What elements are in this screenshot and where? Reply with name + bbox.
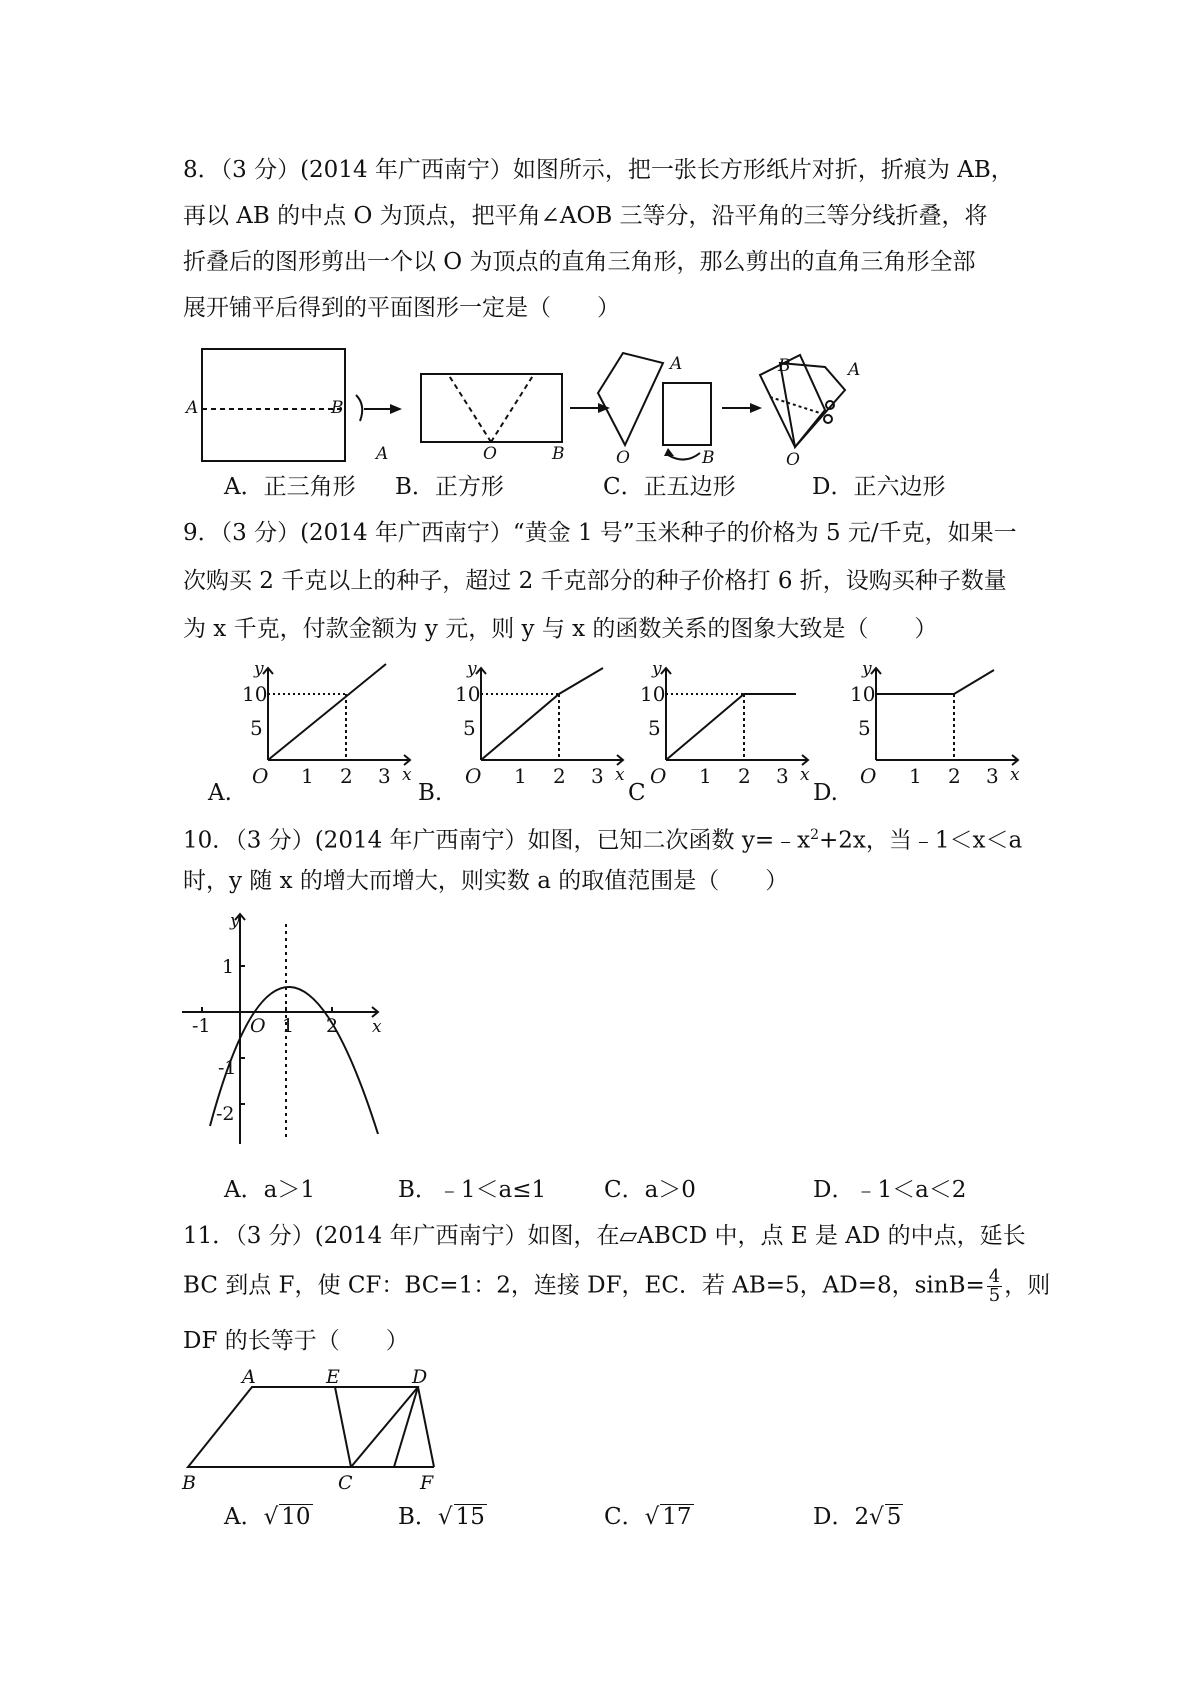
q11-line-1: 11．（3 分）(2014 年广西南宁）如图，在▱ABCD 中，点 E 是 AD 的中点，延长: [183, 1223, 1026, 1249]
q8-folding-figure: [180, 335, 900, 465]
q9-graph-d: [848, 658, 1028, 793]
svg-text:2: 2: [326, 1015, 339, 1037]
svg-text:1: 1: [699, 764, 712, 788]
q8-folded-flap: [598, 353, 663, 445]
q9-line-1: 9．（3 分）(2014 年广西南宁）“黄金 1 号”玉米种子的价格为 5 元/千克，如果一: [183, 520, 1017, 546]
q8-line-3: 折叠后的图形剪出一个以 O 为顶点的直角三角形，那么剪出的直角三角形全部: [183, 249, 976, 275]
svg-text:O: O: [250, 1015, 266, 1037]
svg-text:10: 10: [455, 682, 481, 706]
q9-graph-b: [453, 658, 633, 793]
q8-option-c: C．正五边形: [603, 474, 736, 500]
q8-label-B4: B: [778, 356, 791, 376]
q9b-line: [481, 668, 603, 760]
q9-graph-c: [638, 658, 818, 793]
q8-label-A4: A: [848, 360, 861, 380]
svg-text:1: 1: [514, 764, 527, 788]
q11-option-c: C．√ 17: [604, 1504, 692, 1530]
q8-line-2: 再以 AB 的中点 O 为顶点，把平角∠AOB 三等分，沿平角的三等分线折叠，将: [183, 203, 988, 229]
svg-text:x: x: [615, 765, 625, 785]
svg-text:1: 1: [909, 764, 922, 788]
svg-text:x: x: [800, 765, 810, 785]
q8-label-O4: O: [786, 450, 800, 465]
q8-label-O3: O: [616, 448, 630, 465]
svg-text:5: 5: [858, 716, 871, 740]
svg-text:y: y: [467, 659, 477, 679]
q11-segment-df: [418, 1387, 434, 1467]
q10-line-1: 10．（3 分）(2014 年广西南宁）如图，已知二次函数 $y=﹣x^2+2x$，当﹣1＜x＜a: [183, 827, 1023, 854]
q9-graph-a: [240, 658, 420, 793]
q11-segment-ec: [335, 1387, 351, 1467]
q11-segment-dc: [351, 1387, 418, 1467]
q8-label-B2: B: [552, 444, 565, 464]
q8-fold-arrow: [356, 395, 362, 421]
svg-text:x: x: [1010, 765, 1020, 785]
q8-line-1: 8．（3 分）(2014 年广西南宁）如图所示，把一张长方形纸片对折，折痕为 AB，: [183, 157, 1014, 183]
q8-label-B3: B: [702, 448, 715, 465]
svg-text:x: x: [372, 1017, 382, 1037]
svg-text:y: y: [862, 659, 872, 679]
q9d-line: [876, 670, 994, 694]
svg-text:3: 3: [591, 764, 604, 788]
svg-text:5: 5: [463, 716, 476, 740]
q8-rect-paper: [202, 349, 345, 461]
svg-text:O: O: [252, 764, 269, 788]
svg-text:3: 3: [378, 764, 391, 788]
q8-trisect-left: [448, 374, 491, 442]
q10-option-b: B．﹣1＜a≤1: [398, 1177, 547, 1203]
q8-option-d: D．正六边形: [812, 474, 946, 500]
q9-option-b: B.: [418, 780, 443, 806]
q8-label-A3: A: [670, 354, 683, 374]
q9-option-d: D.: [813, 780, 838, 806]
q9a-line: [268, 664, 386, 760]
svg-text:x: x: [402, 765, 412, 785]
svg-text:2: 2: [340, 764, 353, 788]
q11-option-a: A．√ 10: [224, 1504, 311, 1530]
svg-text:B: B: [182, 1472, 196, 1494]
q9-option-c: C: [628, 780, 646, 806]
svg-text:10: 10: [640, 682, 666, 706]
q8-option-b: B．正方形: [395, 474, 504, 500]
svg-text:2: 2: [553, 764, 566, 788]
q11-option-d: D．2√ 5: [813, 1504, 902, 1530]
q10-option-c: C．a＞0: [604, 1177, 696, 1203]
svg-text:E: E: [326, 1366, 340, 1388]
q9-option-a: A.: [208, 780, 232, 806]
svg-text:-1: -1: [192, 1015, 211, 1037]
q10-line-2: 时，y 随 x 的增大而增大，则实数 a 的取值范围是（ ）: [183, 868, 789, 894]
svg-text:A: A: [242, 1366, 256, 1388]
svg-text:D: D: [412, 1366, 428, 1388]
svg-text:F: F: [420, 1472, 434, 1494]
q11-option-b: B．√ 15: [398, 1504, 485, 1530]
q11-line-2: BC 到点 F，使 CF：BC=1：2，连接 DF，EC．若 AB=5，AD=8，sinB= $\frac{4}{5}$ ，则: [183, 1266, 1051, 1306]
svg-text:5: 5: [648, 716, 661, 740]
q9c-line: [666, 694, 796, 760]
svg-text:-1: -1: [218, 1057, 237, 1079]
q8-trisect-right: [491, 374, 534, 442]
q10-option-d: D．﹣1＜a＜2: [813, 1177, 967, 1203]
q10-option-a: A．a＞1: [224, 1177, 315, 1203]
svg-text:1: 1: [301, 764, 314, 788]
svg-text:5: 5: [250, 716, 263, 740]
svg-text:10: 10: [242, 682, 268, 706]
svg-text:C: C: [338, 1472, 353, 1494]
q8-label-O2: O: [483, 444, 497, 464]
svg-text:y: y: [652, 659, 662, 679]
q11-parallelogram-figure: [180, 1365, 450, 1495]
q9-line-2: 次购买 2 千克以上的种子，超过 2 千克部分的种子价格打 6 折，设购买种子数量: [183, 568, 1007, 594]
q8-rotate-arrow: [668, 453, 700, 460]
svg-text:1: 1: [222, 956, 235, 978]
svg-text:10: 10: [850, 682, 876, 706]
svg-text:O: O: [860, 764, 877, 788]
svg-text:y: y: [254, 659, 264, 679]
svg-text:2: 2: [738, 764, 751, 788]
svg-text:y: y: [230, 911, 240, 931]
q8-option-a: A．正三角形: [224, 474, 356, 500]
svg-text:O: O: [650, 764, 667, 788]
svg-text:3: 3: [776, 764, 789, 788]
q10-parabola-graph: [178, 908, 398, 1148]
q9-line-3: 为 x 千克，付款金额为 y 元，则 y 与 x 的函数关系的图象大致是（ ）: [183, 616, 938, 642]
q8-label-B1: B: [331, 398, 344, 418]
svg-text:2: 2: [948, 764, 961, 788]
svg-text:-2: -2: [216, 1103, 235, 1125]
q11-fraction: $\frac{4}{5}$: [988, 1266, 1001, 1306]
q11-line-3: DF 的长等于（ ）: [183, 1328, 409, 1354]
svg-text:1: 1: [282, 1015, 295, 1037]
q8-half-paper: [421, 374, 562, 442]
q8-label-A1: A: [186, 398, 199, 418]
svg-text:3: 3: [986, 764, 999, 788]
q8-line-4: 展开铺平后得到的平面图形一定是（ ）: [183, 295, 620, 321]
svg-text:O: O: [465, 764, 482, 788]
q8-folded-rect: [663, 383, 711, 445]
q8-label-A2: A: [376, 444, 389, 464]
